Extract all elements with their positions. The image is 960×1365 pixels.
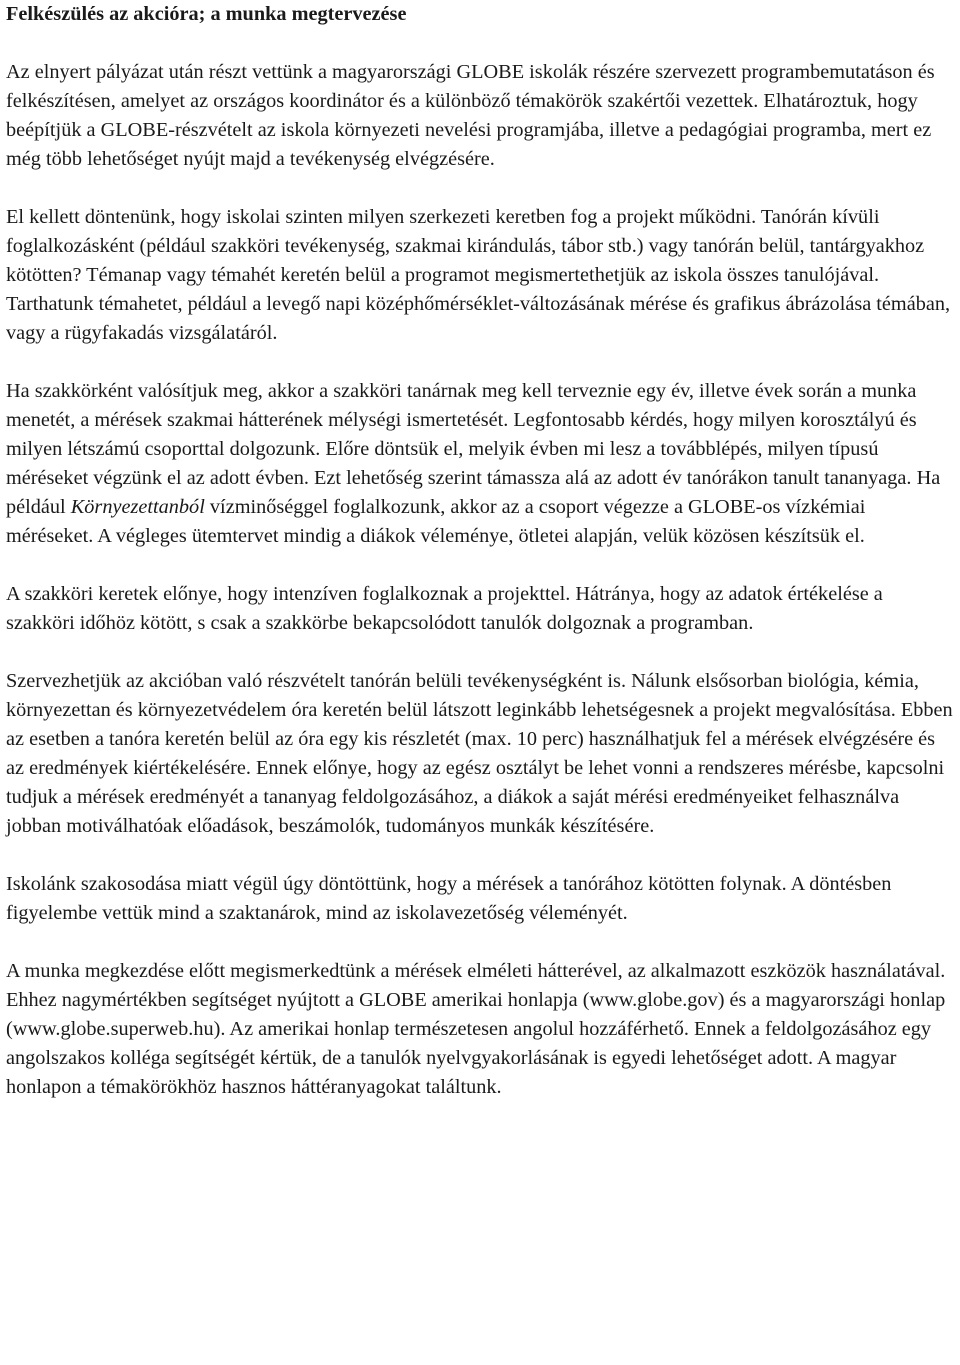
paragraph-7: A munka megkezdése előtt megismerkedtünk a mérések elméleti hátterével, az alkalmazott eszközök használatával. Ehhez nagymértékben segítséget nyújtott a GLOBE amerikai honlapja (www.globe.gov) és a magyarországi honlap (www.globe.superweb.hu). Az amerikai honlap természetesen angolul hozzáférhető. Ennek a feldolgozásához egy angolszakos kolléga segítségét kértük, de a tanulók nyelvgyakorlásának is egyedi lehetőséget adott. A magyar honlapon a témakörökhöz hasznos háttéranyagokat találtunk. [6,960,946,1098]
paragraph-3-part-b: vízminőséggel foglalkozunk, akkor az a csoport végezze a GLOBE-os vízkémiai méréseket. A végleges ütemtervet mindig a diákok véleménye, ötletei alapján, velük közösen készítsük el. [6,496,866,547]
paragraph-4: A szakköri keretek előnye, hogy intenzíven foglalkoznak a projekttel. Hátránya, hogy az adatok értékelése a szakköri időhöz kötött, s csak a szakkörbe bekapcsolódott tanulók dolgoznak a programban. [6,583,883,634]
paragraph-1: Az elnyert pályázat után részt vettünk a magyarországi GLOBE iskolák részére szervezett programbemutatáson és felkészítésen, amelyet az országos koordinátor és a különböző témakörök szakértői vezettek. Elhatároztuk, hogy beépítjük a GLOBE-részvételt az iskola környezeti nevelési programjába, illetve a pedagógiai programba, mert ez még több lehetőséget nyújt majd a tevékenység elvégzésére. [6,61,935,170]
paragraph-2: El kellett döntenünk, hogy iskolai szinten milyen szerkezeti keretben fog a projekt működni. Tanórán kívüli foglalkozásként (például szakköri tevékenység, szakmai kirándulás, tábor stb.) vagy tanórán belül, tantárgyakhoz kötötten? Témanap vagy témahét keretén belül a programot megismertethetjük az iskola összes tanulójával. Tarthatunk témahetet, például a levegő napi középhőmérséklet-változásának mérése és grafikus ábrázolása témában, vagy a rügyfakadás vizsgálatáról. [6,206,951,344]
spacer [6,928,956,957]
paragraph-3 [6,377,956,551]
spacer [6,174,956,203]
paragraph-3-italic-term: Környezettanból [70,496,205,518]
spacer [6,29,956,58]
document-title: Felkészülés az akcióra; a munka megtervezése [6,3,407,25]
spacer [6,841,956,870]
spacer [6,348,956,377]
spacer [6,551,956,580]
paragraph-3-part-a: Ha szakkörként valósítjuk meg, akkor a szakköri tanárnak meg kell terveznie egy év, illetve évek során a munka menetét, a mérések szakmai hátterének mélységi ismertetését. Legfontosabb kérdés, hogy milyen korosztályú és milyen létszámú csoporttal dolgozunk. Előre döntsük el, melyik évben mi lesz a továbblépés, milyen típusú méréseket végzünk el az adott évben. Ezt lehetőség szerint támassza alá az adott év tanórákon tanult tananyaga. Ha például [6,380,941,518]
paragraph-5: Szervezhetjük az akcióban való részvételt tanórán belüli tevékenységként is. Nálunk elsősorban biológia, kémia, környezettan és környezetvédelem óra keretén belül látszott leginkább lehetségesnek a projekt megvalósítása. Ebben az esetben a tanóra keretén belül az óra egy kis részletét (max. 10 perc) használhatjuk fel a mérések elvégzésére és az eredmények kiértékelésére. Ennek előnye, hogy az egész osztályt be lehet vonni a rendszeres mérésbe, kapcsolni tudjuk a mérések eredményét a tananyag feldolgozásához, a diákok a saját mérési eredményeiket felhasználva jobban motiválhatóak előadások, beszámolók, tudományos munkák készítésére. [6,670,953,837]
paragraph-6: Iskolánk szakosodása miatt végül úgy döntöttünk, hogy a mérések a tanórához kötötten folynak. A döntésben figyelembe vettük mind a szaktanárok, mind az iskolavezetőség véleményét. [6,873,892,924]
document-page [6,0,956,1102]
spacer [6,638,956,667]
